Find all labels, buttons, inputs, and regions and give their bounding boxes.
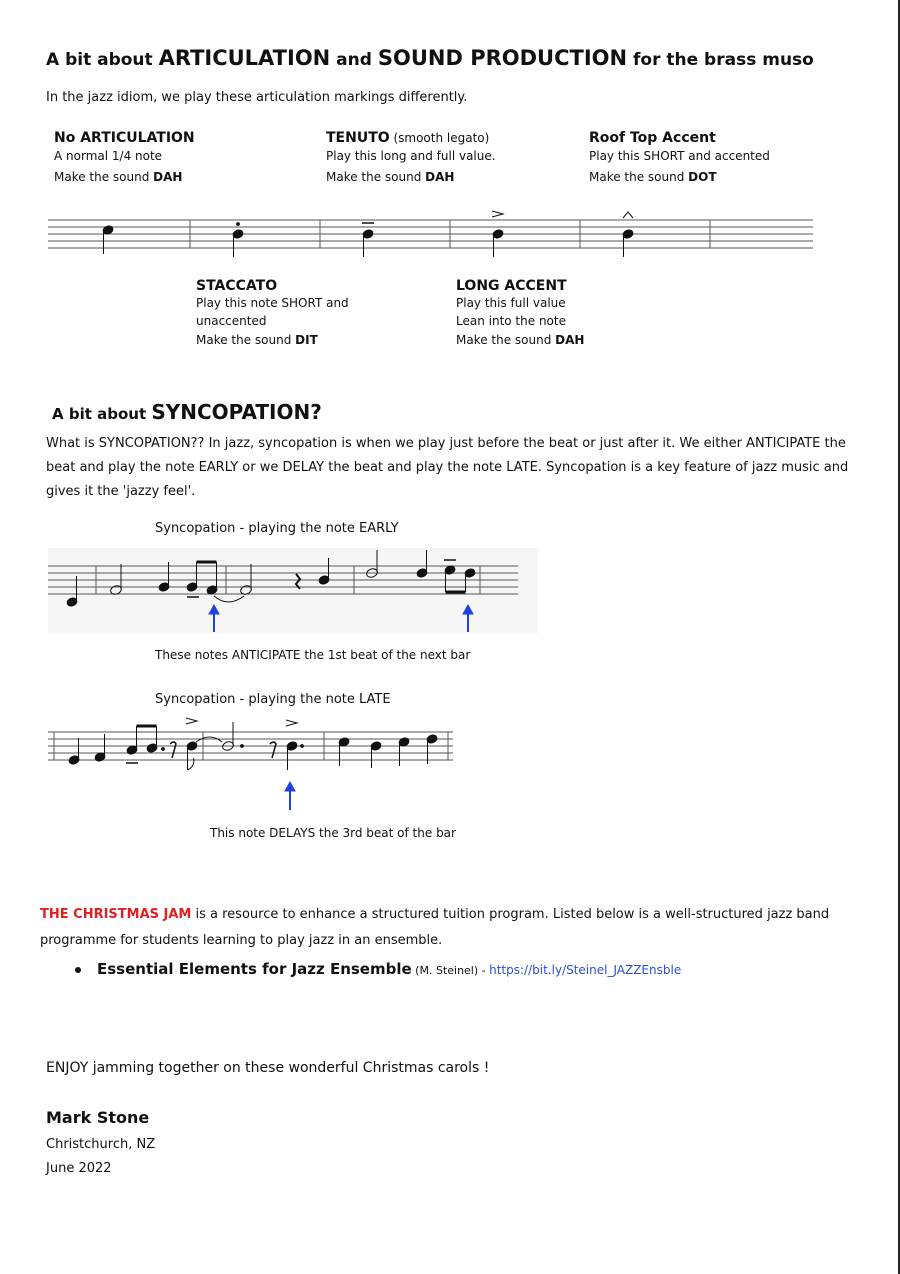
articulation-none: No ARTICULATION A normal 1/4 note Make the sound DAH [54,130,195,184]
resource-link[interactable]: https://bit.ly/Steinel_JAZZEnsble [489,963,682,977]
articulation-roof-top-accent: Roof Top Accent Play this SHORT and accented Make the sound DOT [589,130,770,184]
articulation-heading: A bit about ARTICULATION and SOUND PRODUCTION for the brass muso [46,46,814,70]
articulation-staff [48,212,818,262]
syncopation-heading: A bit about SYNCOPATION? [52,400,322,424]
signature-place: Christchurch, NZ [46,1137,156,1152]
christmas-jam-paragraph: THE CHRISTMAS JAM is a resource to enhance a structured tuition program. Listed below is a well-structured jazz band programme for students learning to play jazz in an ensemble. [40,907,830,948]
articulation-tenuto: TENUTO (smooth legato) Play this long and full value. Make the sound DAH [326,130,496,184]
resource-list-item: Essential Elements for Jazz Ensemble (M. Steinel) - https://bit.ly/Steinel_JAZZEnsble [75,960,681,978]
articulation-intro: In the jazz idiom, we play these articulation markings differently. [46,90,468,105]
late-figure-title: Syncopation - playing the note LATE [155,692,391,707]
late-syncopation-staff [48,718,458,813]
early-figure-caption: These notes ANTICIPATE the 1st beat of the next bar [155,648,471,662]
late-figure-caption: This note DELAYS the 3rd beat of the bar [210,826,456,840]
early-syncopation-staff [48,548,538,638]
signature-name: Mark Stone [46,1108,150,1127]
signature-date: June 2022 [46,1161,112,1176]
christmas-jam-name: THE CHRISTMAS JAM [40,907,192,922]
syncopation-paragraph: What is SYNCOPATION?? In jazz, syncopation is when we play just before the beat or just after it. We either ANTICIPATE the beat and play the note EARLY or we DELAY the beat and play the note LATE. Syncopation is a key feature of jazz music and gives it the 'jazzy feel'. [46,436,849,499]
articulation-long-accent: LONG ACCENT Play this full value Lean into the note Make the sound DAH [456,278,585,347]
enjoy-line: ENJOY jamming together on these wonderful Christmas carols ! [46,1060,490,1076]
bullet-icon [75,967,81,973]
articulation-staccato: STACCATO Play this note SHORT and unaccented Make the sound DIT [196,278,349,347]
early-figure-title: Syncopation - playing the note EARLY [155,521,399,536]
